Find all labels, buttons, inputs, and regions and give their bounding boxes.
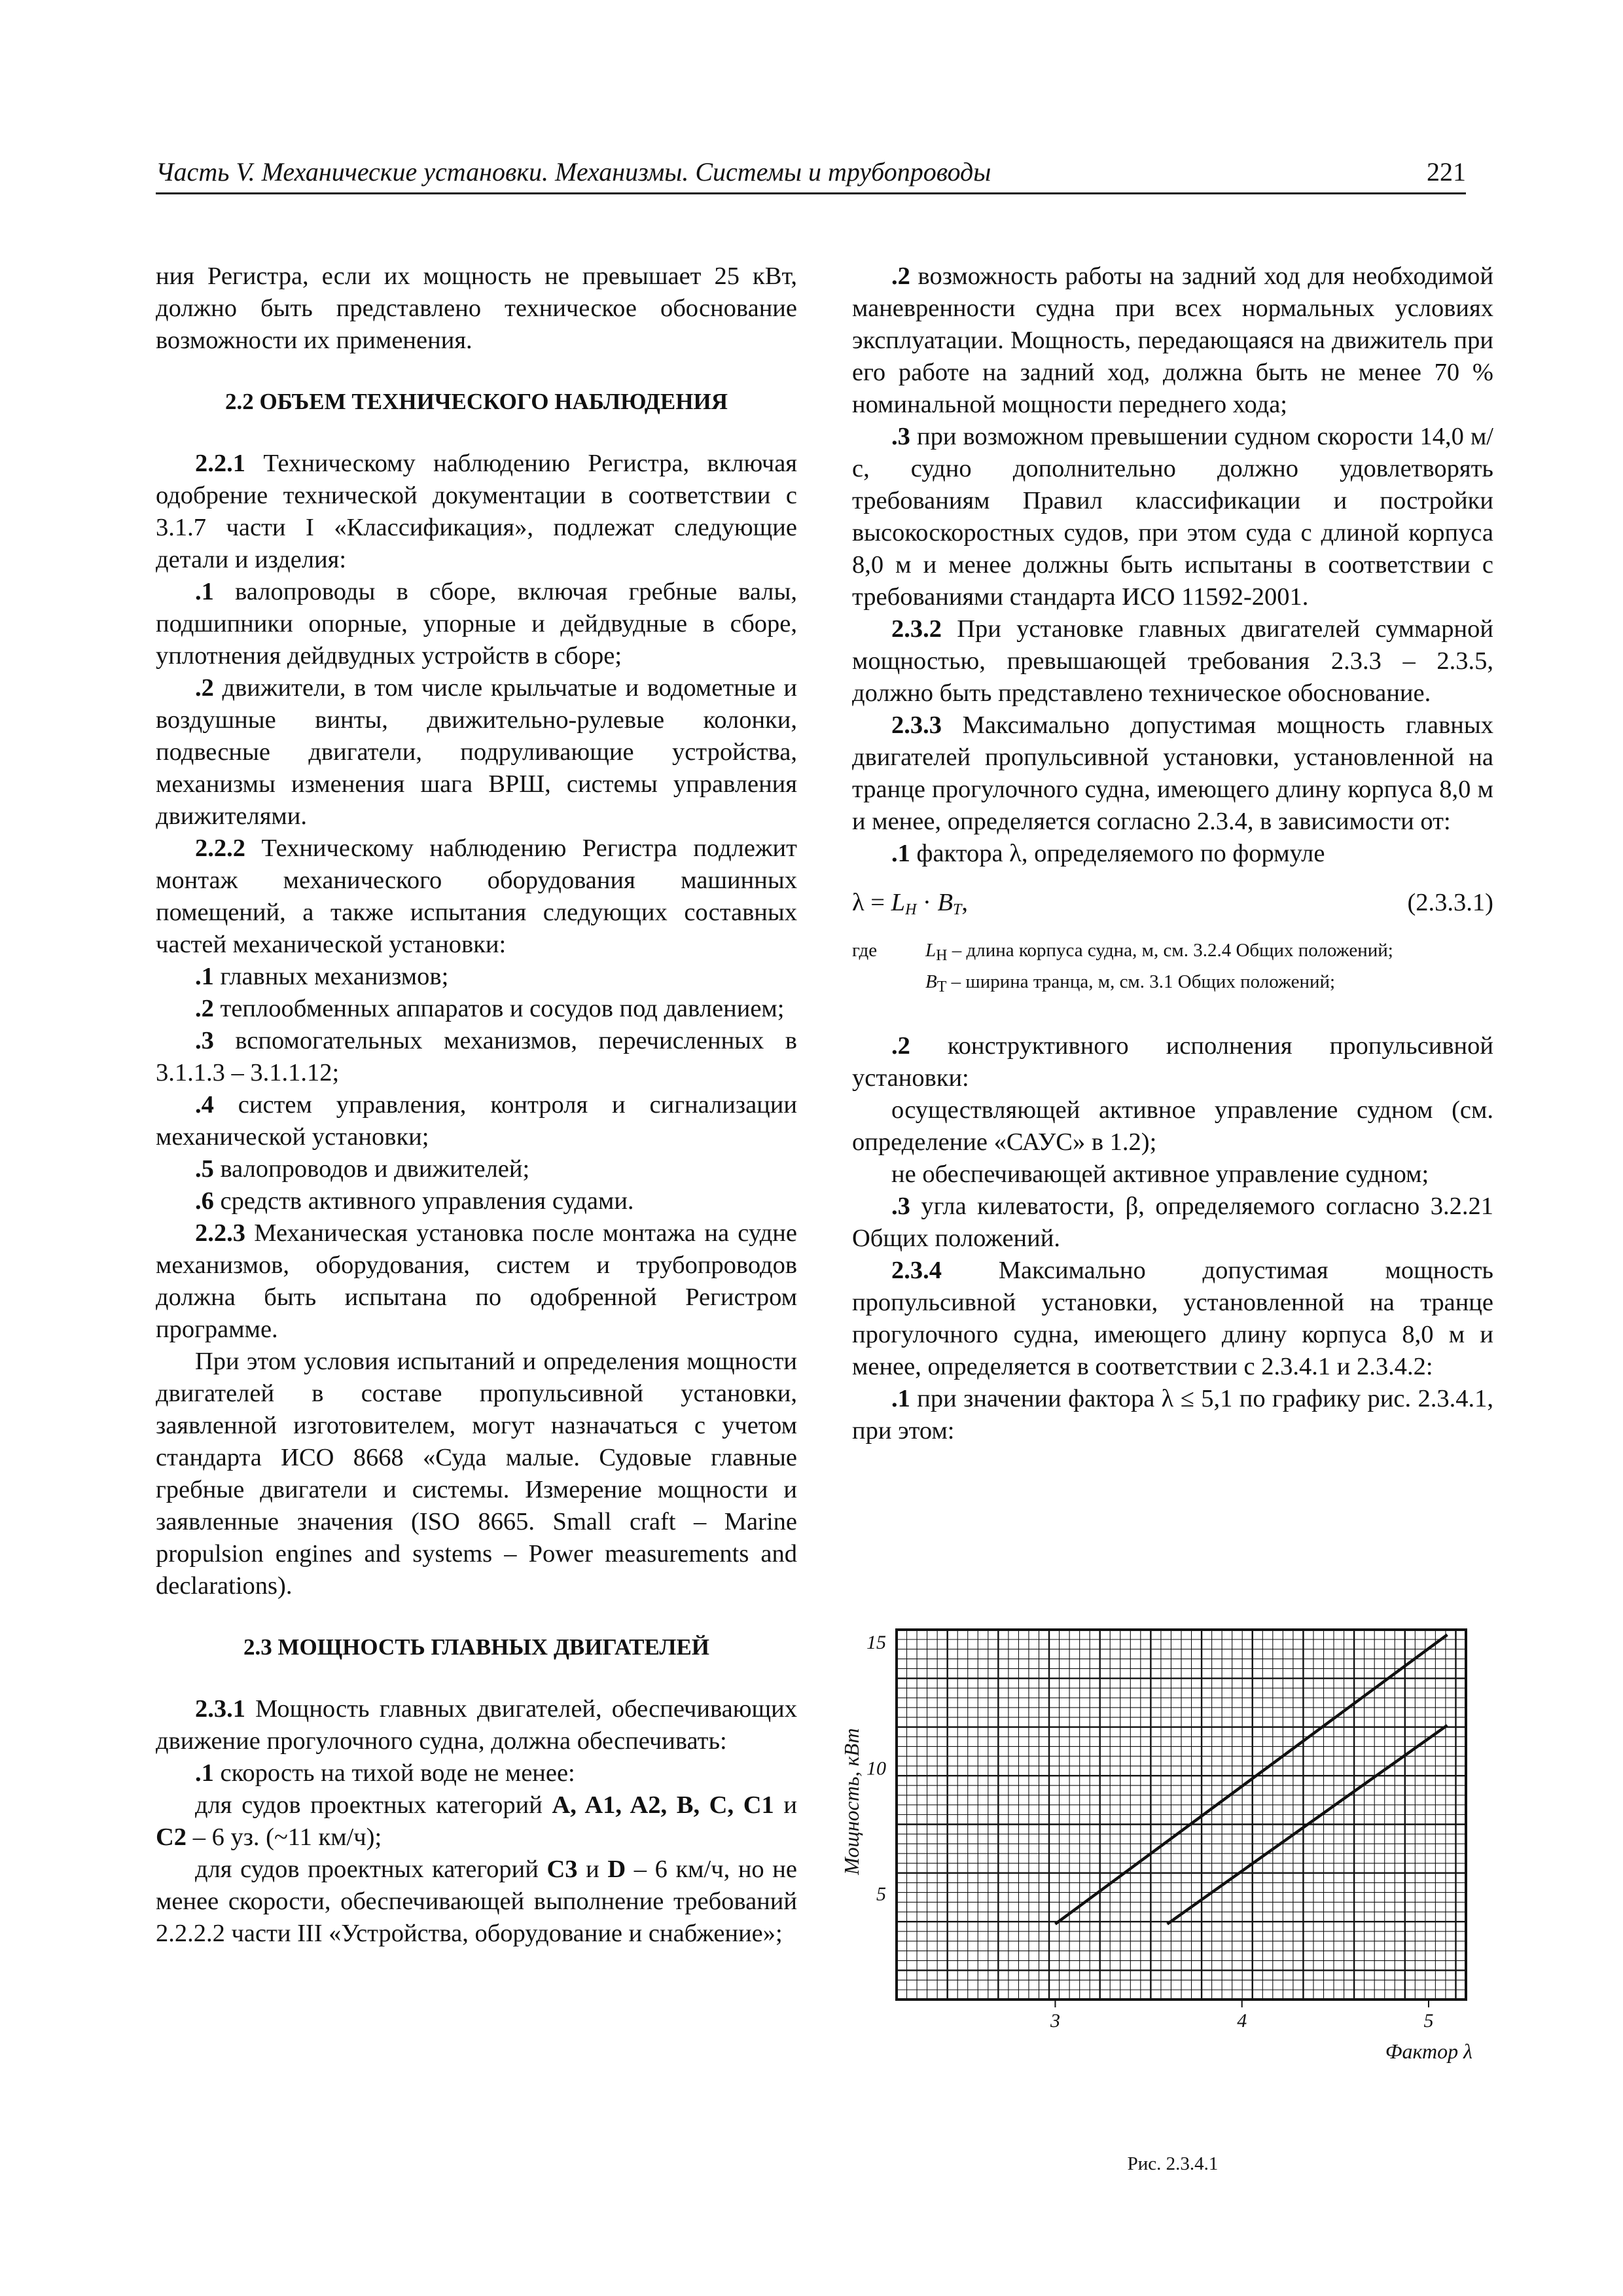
paragraph-2-2-3 [156, 1217, 797, 1346]
item-text: теплообменных аппаратов и сосудов под давлением; [213, 995, 785, 1022]
power-vs-lambda-chart [825, 1597, 1479, 2108]
paragraph: осуществляющей активное управление судном (см. определение «САУС» в 1.2); [852, 1096, 1493, 1156]
running-header [156, 152, 1466, 194]
list-item [156, 672, 797, 833]
category: C2 [156, 1823, 187, 1851]
paragraph-2-3-1 [156, 1693, 797, 1757]
text: для судов проектных категорий [195, 1791, 552, 1819]
section-heading-2-3: 2.3 МОЩНОСТЬ ГЛАВНЫХ ДВИГАТЕЛЕЙ [243, 1634, 710, 1660]
list-item [852, 838, 1493, 870]
item-number: .2 [195, 995, 214, 1022]
category-paragraph [156, 1789, 797, 1854]
item-text: валопроводов и движителей; [213, 1155, 530, 1183]
item-text: при значении фактора λ ≤ 5,1 по графику рис. 2.3.4.1, при этом: [852, 1385, 1493, 1444]
var-B: B [925, 971, 937, 992]
paragraph: ния Регистра, если их мощность не превышает 25 кВт, должно быть представлено техническое обоснование возможности их применения. [156, 262, 797, 354]
clause-number: 2.2.1 [195, 450, 245, 477]
list-item [852, 421, 1493, 613]
text: – 6 уз. (~11 км/ч); [187, 1823, 382, 1851]
legend-text: – ширина транца, м, см. 3.1 Общих положений; [946, 971, 1336, 992]
item-text: при возможном превышении судном скорости 14,0 м/с, судно дополнительно должно удовлетворять требованиям Правил классификации и постройки высокоскоростных судов, при этом суда с длиной корпуса 8,0 м и менее должны быть испытаны в соответствии с требованиями стандарта ИСО 11592-2001. [852, 423, 1493, 611]
section-heading-2-2: 2.2 ОБЪЕМ ТЕХНИЧЕСКОГО НАБЛЮДЕНИЯ [224, 389, 728, 414]
item-text: средств активного управления судами. [213, 1187, 634, 1215]
page-number: 221 [1427, 157, 1466, 187]
item-number: .2 [891, 262, 910, 290]
item-number: .3 [195, 1027, 214, 1054]
list-item [156, 1089, 797, 1153]
paragraph: При этом условия испытаний и определения мощности двигателей в составе пропульсивной установки, заявленной изготовителем, могут назначаться с учетом стандарта ИСО 8668 «Суда малые. Судовые главные гребные двигатели и системы. Измерение мощности и заявленные значения (ISO 8665. Small craft – Marine propulsion engines and systems – Power measurements and declarations). [156, 1348, 797, 1600]
clause-number: 2.3.3 [891, 711, 942, 739]
paragraph-2-3-3 [852, 709, 1493, 838]
item-number: .2 [891, 1032, 910, 1060]
item-text: вспомогательных механизмов, перечисленных в 3.1.1.3 – 3.1.1.12; [156, 1027, 797, 1086]
y-tick-label: 10 [866, 1757, 886, 1780]
formula-number: (2.3.3.1) [1407, 889, 1493, 916]
paragraph-2-3-2 [852, 613, 1493, 709]
item-number: .1 [891, 840, 910, 867]
x-tick-label: 4 [1237, 2010, 1247, 2032]
item-text: возможность работы на задний ход для необходимой маневренности судна при всех нормальных условиях эксплуатации. Мощность, передающаяся на движитель при его работе на задний ход, должна быть не менее 70 % номинальной мощности переднего хода; [852, 262, 1493, 418]
list-item [852, 1030, 1493, 1094]
clause-text: Максимально допустимая мощность главных двигателей пропульсивной установки, установленной на транце прогулочного судна, имеющего длину корпуса 8,0 м и менее, определяется согласно 2.3.4, в зависимости от: [852, 711, 1493, 835]
sub-H: H [936, 947, 948, 964]
clause-text: При установке главных двигателей суммарной мощностью, превышающей требования 2.3.3 – 2.3.5, должно быть представлено техническое обоснование. [852, 615, 1493, 707]
list-item [852, 1383, 1493, 1447]
item-text: конструктивного исполнения пропульсивной установки: [852, 1032, 1493, 1092]
item-text: скорость на тихой воде не менее: [213, 1759, 575, 1787]
list-item [156, 1185, 797, 1217]
clause-text: Механическая установка после монтажа на судне механизмов, оборудования, систем и трубопроводов должна быть испытана по одобренной Регистром программе. [156, 1219, 797, 1343]
list-item [852, 260, 1493, 421]
where-label: где [852, 940, 878, 961]
item-number: .2 [195, 674, 214, 702]
clause-number: 2.3.4 [891, 1257, 942, 1284]
item-text: движители, в том числе крыльчатые и водометные и воздушные винты, движительно-рулевые колонки, подвесные двигатели, подруливающие устройства, механизмы изменения шага ВРШ, системы управления движителями. [156, 674, 797, 830]
paragraph-2-2-2 [156, 833, 797, 961]
dot: · [916, 889, 938, 916]
header-title: Часть V. Механические установки. Механизмы. Системы и трубопроводы [156, 157, 991, 187]
x-tick-label: 3 [1050, 2010, 1060, 2032]
clause-text: Максимально допустимая мощность пропульсивной установки, установленной на транце прогулочного судна, имеющего длину корпуса 8,0 м и менее, определяется в соответствии с 2.3.4.1 и 2.3.4.2: [852, 1257, 1493, 1380]
item-number: .6 [195, 1187, 214, 1215]
paragraph: не обеспечивающей активное управление судном; [891, 1160, 1429, 1188]
text: и [774, 1791, 797, 1819]
item-text: фактора λ, определяемого по формуле [910, 840, 1325, 867]
lambda-symbol: λ = [852, 889, 891, 916]
item-number: .1 [195, 963, 214, 990]
clause-number: 2.2.3 [195, 1219, 245, 1247]
text: и [577, 1856, 608, 1883]
formula-expression [852, 887, 968, 926]
comma: , [961, 889, 968, 916]
y-tick-label: 5 [876, 1883, 886, 1905]
legend-text: – длина корпуса судна, м, см. 3.2.4 Общих положений; [947, 940, 1393, 961]
list-item [156, 576, 797, 672]
x-tick-label: 5 [1423, 2010, 1434, 2032]
list-item [156, 993, 797, 1025]
text: – 6 км/ч, но не менее скорости, обеспечивающей выполнение требований 2.2.2.2 части III «Устройства, оборудование и снабжение»; [156, 1856, 797, 1947]
item-number: .3 [891, 423, 910, 450]
sub-T: T [953, 901, 962, 918]
sub-H: H [905, 901, 917, 918]
clause-number: 2.3.2 [891, 615, 942, 643]
clause-text: Техническому наблюдению Регистра подлежит монтаж механического оборудования машинных помещений, а также испытания следующих составных частей механической установки: [156, 834, 797, 958]
left-column [156, 260, 797, 1950]
item-number: .1 [195, 1759, 214, 1787]
item-text: валопроводы в сборе, включая гребные валы, подшипники опорные, упорные и дейдвудные в сборе, уплотнения дейдвудных устройств в сборе; [156, 578, 797, 670]
formula-legend [852, 937, 1493, 1000]
text: для судов проектных категорий [195, 1856, 547, 1883]
list-item [852, 1191, 1493, 1255]
category: D [607, 1856, 626, 1883]
paragraph-2-3-4 [852, 1255, 1493, 1383]
clause-text: Техническому наблюдению Регистра, включая одобрение технической документации в соответствии с 3.1.7 части I «Классификация», подлежат следующие детали и изделия: [156, 450, 797, 573]
var-B: B [937, 889, 954, 916]
paragraph-2-2-1 [156, 448, 797, 576]
item-text: угла килеватости, β, определяемого согласно 3.2.21 Общих положений. [852, 1193, 1493, 1252]
category-paragraph [156, 1854, 797, 1950]
var-L: L [891, 889, 906, 916]
list-item [156, 961, 797, 993]
legend-line [852, 969, 1493, 1000]
y-tick-label: 15 [866, 1632, 886, 1654]
list-item [156, 1153, 797, 1185]
var-L: L [925, 940, 936, 961]
legend-line [852, 937, 1493, 969]
item-number: .1 [891, 1385, 910, 1412]
clause-number: 2.3.1 [195, 1695, 245, 1723]
clause-text: Мощность главных двигателей, обеспечивающих движение прогулочного судна, должна обеспечивать: [156, 1695, 797, 1755]
item-number: .1 [195, 578, 214, 605]
x-axis-label: Фактор λ [1385, 2039, 1472, 2063]
item-text: систем управления, контроля и сигнализации механической установки; [156, 1091, 797, 1151]
categories: A, A1, A2, B, C, C1 [552, 1791, 774, 1819]
formula-2-3-3-1 [852, 887, 1493, 919]
right-column [852, 260, 1493, 1447]
item-text: главных механизмов; [213, 963, 449, 990]
item-number: .5 [195, 1155, 214, 1183]
item-number: .4 [195, 1091, 214, 1119]
item-number: .3 [891, 1193, 910, 1220]
figure-caption: Рис. 2.3.4.1 [1127, 2153, 1219, 2174]
y-axis-label: Мощность, кВт [840, 1728, 863, 1875]
clause-number: 2.2.2 [195, 834, 245, 862]
list-item [156, 1757, 797, 1789]
list-item [156, 1025, 797, 1089]
category: C3 [546, 1856, 578, 1883]
sub-T: T [936, 978, 947, 996]
